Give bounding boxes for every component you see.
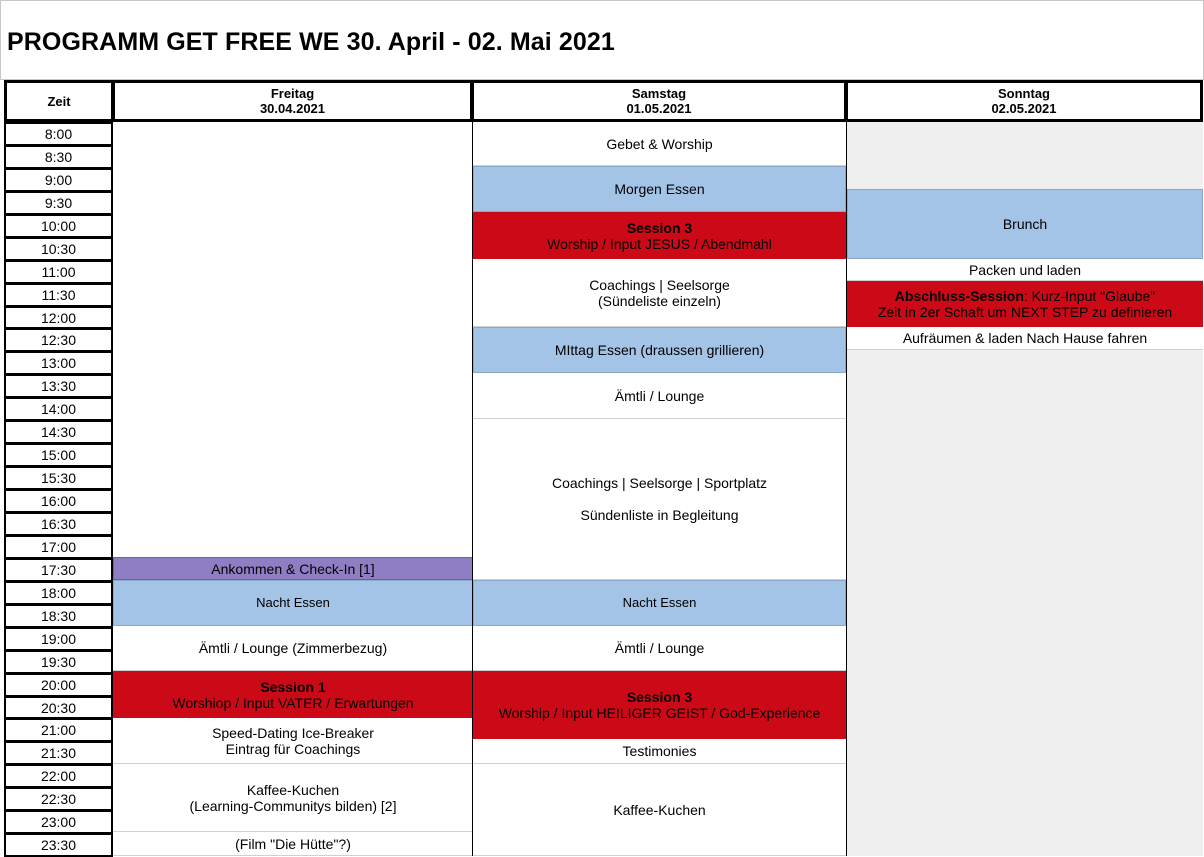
- header-freitag: [112, 80, 473, 122]
- time-slot: 15:30: [4, 466, 113, 490]
- friday-film: [113, 832, 473, 856]
- time-slot: 16:00: [4, 489, 113, 513]
- time-slot: 13:30: [4, 374, 113, 398]
- time-slot: 21:30: [4, 741, 113, 765]
- saturday-coachings-sport: [473, 419, 846, 580]
- page-title: PROGRAMM GET FREE WE 30. April - 02. Mai 2021: [7, 28, 615, 56]
- saturday-coachings: [473, 259, 846, 327]
- header-day: Sonntag: [998, 86, 1050, 101]
- friday-session1-title: Session 1: [260, 678, 326, 695]
- saturday-session3b-title: Session 3: [626, 689, 693, 705]
- sunday-abschluss-line2: Zeit in 2er Schaft um NEXT STEP zu definieren: [877, 304, 1173, 320]
- sunday-aufraeumen: [847, 327, 1203, 350]
- saturday-kaffee-label: Kaffee-Kuchen: [613, 801, 706, 818]
- time-slot: 22:00: [4, 764, 113, 788]
- header-date: 01.05.2021: [626, 101, 692, 116]
- time-slot: 21:00: [4, 718, 113, 742]
- saturday-kaffee: [473, 764, 846, 856]
- sunday-aufraeumen-label: Aufräumen & laden Nach Hause fahren: [902, 330, 1148, 346]
- time-slot: 10:30: [4, 237, 113, 261]
- friday-dinner: [113, 580, 473, 626]
- sunday-abschluss-text: : Kurz-Input "Glaube": [1023, 288, 1156, 304]
- sunday-packen-label: Packen und laden: [968, 261, 1082, 278]
- saturday-aemtli2-label: Ämtli / Lounge: [614, 640, 705, 656]
- friday-session1: [113, 671, 473, 718]
- time-slot: 20:30: [4, 696, 113, 719]
- header-samstag: [471, 80, 847, 122]
- saturday-coachings-line1: Coachings | Seelsorge: [589, 276, 730, 293]
- time-slot: 8:30: [4, 145, 113, 169]
- friday-film-label: (Film "Die Hütte"?): [235, 835, 351, 852]
- time-slot: 8:00: [4, 122, 113, 146]
- saturday-coachings-sport-line2: Sündenliste in Begleitung: [580, 507, 739, 523]
- time-slot: 14:00: [4, 397, 113, 421]
- saturday-gebet-label: Gebet & Worship: [606, 135, 713, 152]
- saturday-dinner-label: Nacht Essen: [622, 595, 697, 610]
- friday-session1-text: Worshiop / Input VATER / Erwartungen: [172, 694, 414, 711]
- header-zeit-label: Zeit: [47, 93, 71, 109]
- column-divider: [472, 122, 473, 856]
- time-slot: 22:30: [4, 787, 113, 811]
- friday-kaffee-line2: (Learning-Communitys bilden) [2]: [189, 797, 397, 814]
- time-slot: 9:00: [4, 168, 113, 192]
- friday-checkin-label: Ankommen & Check-In [1]: [211, 560, 375, 577]
- time-slot: 11:00: [4, 260, 113, 284]
- header-date: 30.04.2021: [259, 101, 326, 116]
- saturday-session3b: [473, 671, 846, 739]
- time-slot: 16:30: [4, 512, 113, 536]
- time-slot: 23:30: [4, 833, 113, 857]
- friday-kaffee: [113, 764, 473, 832]
- sunday-abschluss-title: Abschluss-Session: [894, 288, 1024, 304]
- time-slot: 23:00: [4, 810, 113, 834]
- time-slot: 12:30: [4, 328, 113, 352]
- sunday-brunch: [847, 189, 1203, 259]
- time-slot: 19:00: [4, 627, 113, 651]
- saturday-session3-text: Worship / Input JESUS / Abendmahl: [547, 235, 772, 252]
- header-day: Samstag: [631, 86, 687, 101]
- title-bar: [0, 0, 1204, 80]
- friday-kaffee-line1: Kaffee-Kuchen: [246, 781, 340, 798]
- time-slot: 9:30: [4, 191, 113, 215]
- friday-aemtli: [113, 626, 473, 671]
- friday-aemtli-label: Ämtli / Lounge (Zimmerbezug): [198, 640, 388, 656]
- saturday-breakfast-label: Morgen Essen: [614, 181, 705, 197]
- friday-checkin: [113, 557, 473, 580]
- friday-dinner-label: Nacht Essen: [256, 595, 330, 610]
- time-slot: 13:00: [4, 351, 113, 375]
- sunday-abschluss: [847, 281, 1203, 327]
- saturday-session3: [473, 212, 846, 259]
- saturday-coachings-sport-line1: Coachings | Seelsorge | Sportplatz: [551, 475, 768, 491]
- saturday-aemtli2: [473, 626, 846, 671]
- time-slot: 10:00: [4, 214, 113, 238]
- time-slot: 18:30: [4, 604, 113, 628]
- saturday-aemtli: [473, 373, 846, 419]
- time-slot: 19:30: [4, 650, 113, 674]
- sunday-packen: [847, 259, 1203, 281]
- friday-speed-line1: Speed-Dating Ice-Breaker: [212, 724, 374, 741]
- saturday-session3-title: Session 3: [626, 219, 693, 236]
- saturday-testimonies-label: Testimonies: [622, 743, 697, 759]
- time-slot: 18:00: [4, 581, 113, 605]
- friday-speed-line2: Eintrag für Coachings: [225, 740, 361, 757]
- sunday-abschluss-line1: [895, 288, 1156, 304]
- time-slot: 12:00: [4, 306, 113, 329]
- saturday-coachings-line2: (Sündeliste einzeln): [598, 292, 721, 309]
- saturday-breakfast: [473, 166, 846, 212]
- header-day: Freitag: [270, 86, 315, 101]
- column-divider: [112, 122, 113, 856]
- time-slot: 17:00: [4, 535, 113, 559]
- friday-speed-dating: [113, 718, 473, 764]
- saturday-lunch-label: MIttag Essen (draussen grillieren): [554, 342, 765, 358]
- time-slot: 15:00: [4, 443, 113, 467]
- header-date: 02.05.2021: [991, 101, 1057, 116]
- saturday-testimonies: [473, 739, 846, 764]
- time-slot: 14:30: [4, 420, 113, 444]
- saturday-aemtli-label: Ämtli / Lounge: [614, 387, 705, 404]
- column-divider: [846, 122, 847, 856]
- saturday-dinner: [473, 580, 846, 626]
- time-slot: 11:30: [4, 283, 113, 307]
- header-zeit: [4, 80, 114, 122]
- saturday-gebet: [473, 122, 846, 166]
- header-sonntag: [845, 80, 1203, 122]
- time-slot: 20:00: [4, 673, 113, 697]
- saturday-session3b-text: Worship / Input HEILIGER GEIST / God-Experience: [498, 705, 821, 721]
- time-slot: 17:30: [4, 558, 113, 582]
- sunday-brunch-label: Brunch: [1002, 216, 1048, 232]
- saturday-lunch: [473, 327, 846, 373]
